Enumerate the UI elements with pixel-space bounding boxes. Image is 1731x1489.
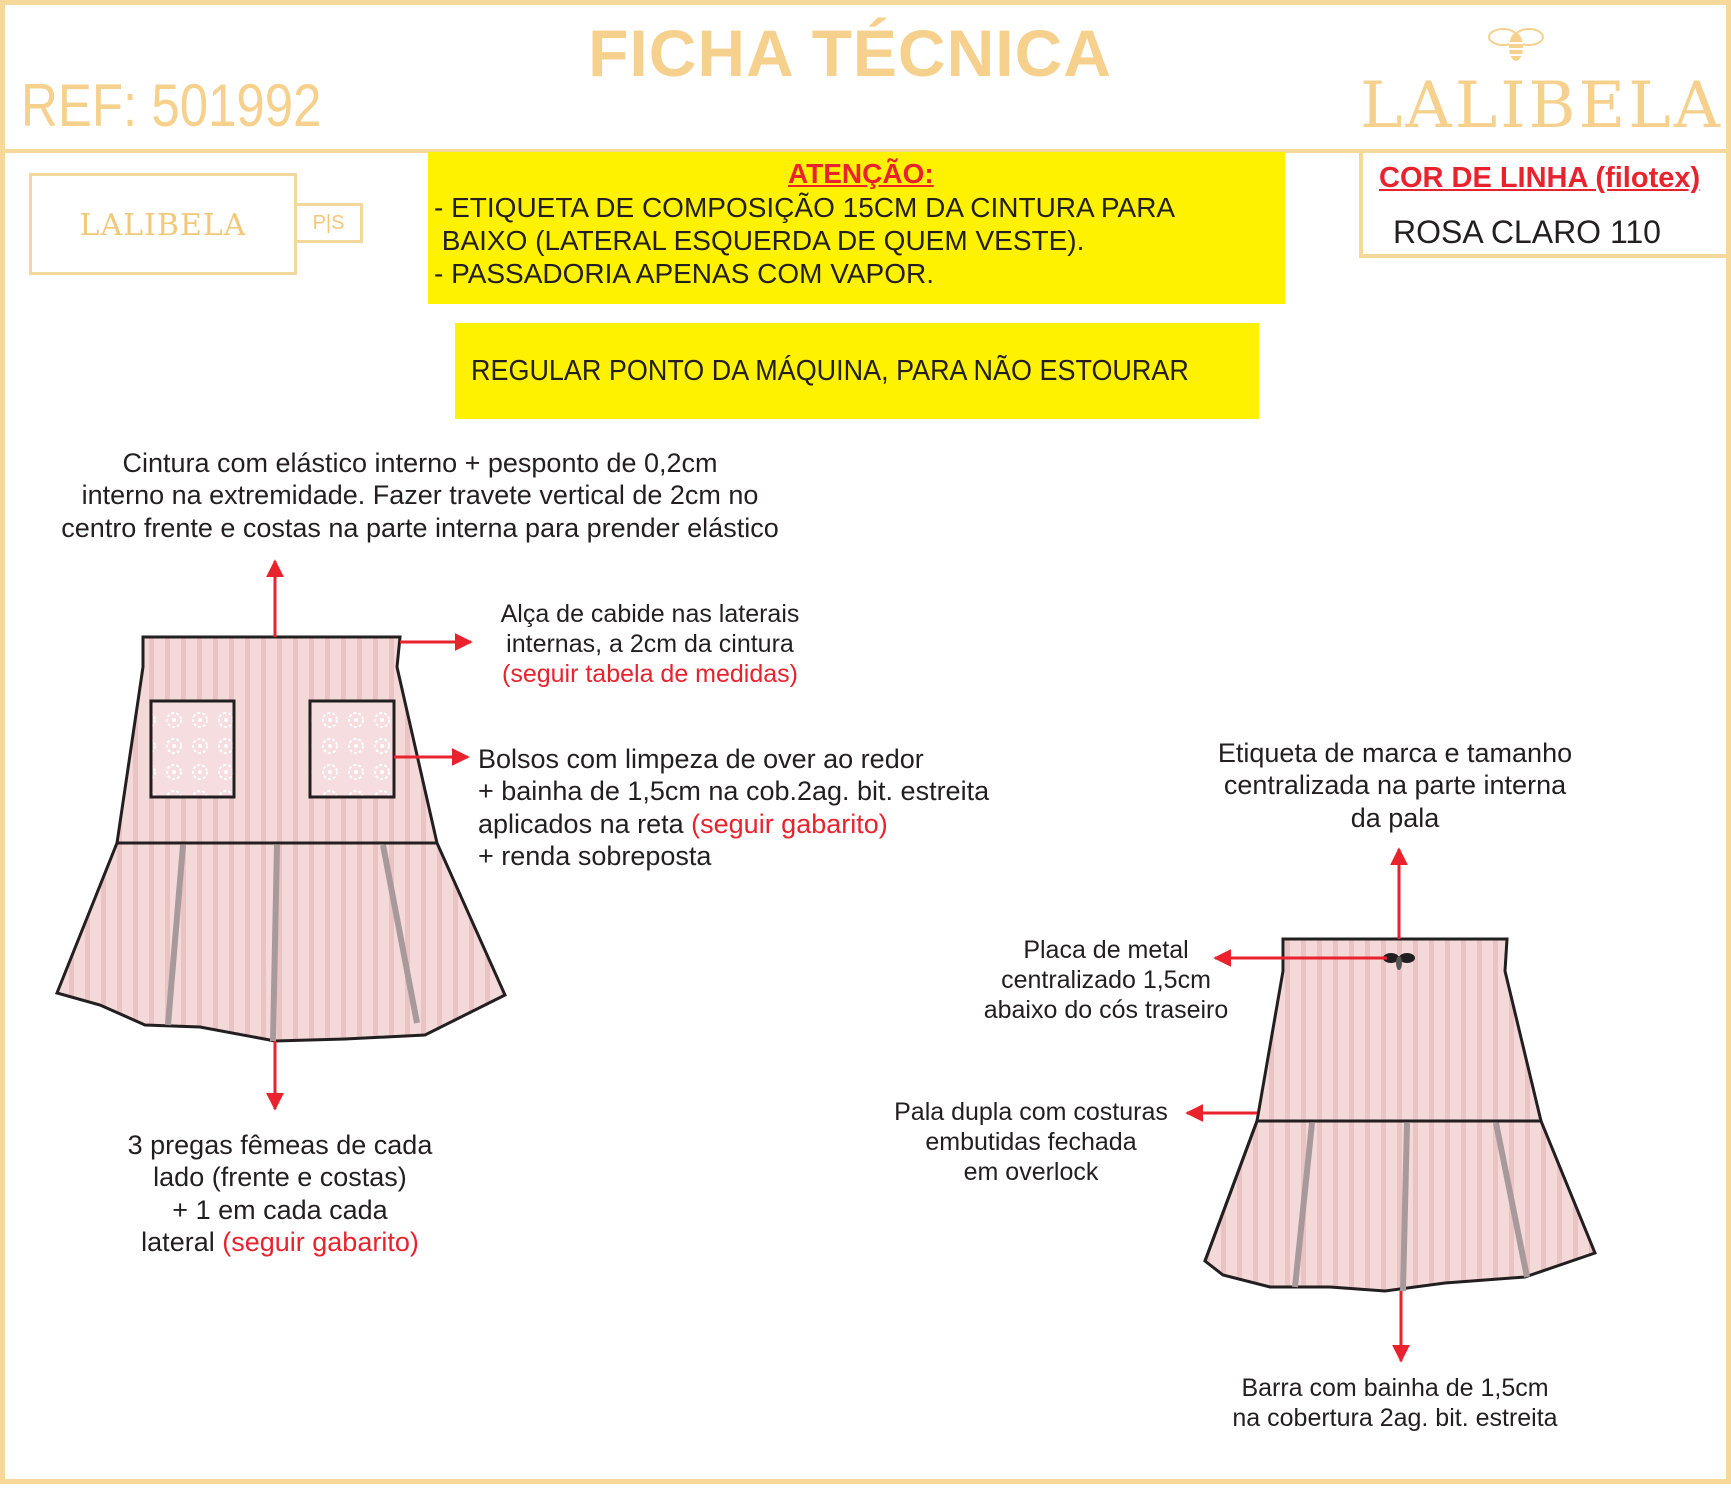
hem-note — [1185, 1373, 1605, 1433]
label-note-line: centralizada na parte interna — [1223, 770, 1567, 801]
thread-color-value: ROSA CLARO 110 — [1393, 214, 1661, 250]
pleats-note-reference: (seguir gabarito) — [222, 1227, 419, 1258]
plate-note-line: Placa de metal — [1023, 936, 1189, 964]
pleats-note-text: lateral — [141, 1227, 215, 1258]
back-skirt-drawing — [1205, 939, 1595, 1291]
pockets-note-line: + bainha de 1,5cm na cob.2ag. bit. estreita — [478, 776, 990, 807]
hanger-loop-note — [475, 599, 825, 689]
attention-line: BAIXO (LATERAL ESQUERDA DE QUEM VESTE). — [434, 225, 1085, 256]
left-pocket — [151, 701, 234, 797]
pleats-note — [95, 1129, 465, 1259]
pleats-note-line — [95, 1226, 465, 1258]
pockets-note-reference: (seguir gabarito) — [691, 808, 888, 839]
size-tag: P|S — [297, 203, 363, 243]
yoke-note-line: Pala dupla com costuras — [894, 1098, 1168, 1126]
label-note-line: Etiqueta de marca e tamanho — [1217, 738, 1573, 768]
hanger-note-reference: (seguir tabela de medidas) — [502, 660, 798, 688]
waist-note-line: interno na extremidade. Fazer travete vertical de 2cm no — [81, 480, 759, 511]
page-title: FICHA TÉCNICA — [588, 16, 1112, 90]
hem-note-line: Barra com bainha de 1,5cm — [1241, 1374, 1549, 1402]
brand-label-note — [1175, 737, 1615, 834]
pockets-note-line: + renda sobreposta — [478, 841, 712, 872]
yoke-note — [871, 1097, 1191, 1187]
label-note-line: da pala — [1350, 802, 1440, 833]
pleats-note-line: + 1 em cada cada — [172, 1194, 388, 1225]
thread-color-title: COR DE LINHA (filotex) — [1379, 162, 1701, 194]
pleats-note-line: lado (frente e costas) — [153, 1162, 407, 1193]
pockets-note-line — [478, 808, 989, 840]
machine-stitch-text: REGULAR PONTO DA MÁQUINA, PARA NÃO ESTOURAR — [471, 355, 1189, 387]
yoke-note-line: em overlock — [963, 1158, 1099, 1186]
waist-note-line: Cintura com elástico interno + pesponto de 0,2cm — [122, 448, 718, 478]
hanger-note-line: Alça de cabide nas laterais — [500, 600, 800, 628]
reference-number: REF: 501992 — [21, 72, 322, 139]
metal-plate-note — [955, 935, 1257, 1025]
right-pocket — [310, 701, 394, 797]
plate-note-line: centralizado 1,5cm — [1001, 966, 1211, 994]
attention-line: - PASSADORIA APENAS COM VAPOR. — [434, 258, 934, 289]
hem-note-line: na cobertura 2ag. bit. estreita — [1232, 1404, 1558, 1432]
pockets-note — [478, 743, 989, 873]
hanger-note-line: internas, a 2cm da cintura — [506, 630, 794, 658]
pockets-note-line: Bolsos com limpeza de over ao redor — [478, 744, 924, 774]
pleats-note-line: 3 pregas fêmeas de cada — [127, 1130, 433, 1160]
waist-note — [25, 447, 815, 544]
pockets-note-text: aplicados na reta — [478, 808, 684, 839]
attention-title: ATENÇÃO: — [788, 158, 934, 189]
front-skirt-drawing — [57, 637, 505, 1041]
attention-line: - ETIQUETA DE COMPOSIÇÃO 15CM DA CINTURA PARA — [434, 192, 1176, 223]
yoke-note-line: embutidas fechada — [925, 1128, 1137, 1156]
brand-logo: LALIBELA — [1360, 69, 1723, 143]
label-brand-text: LALIBELA — [79, 208, 247, 243]
plate-note-line: abaixo do cós traseiro — [983, 996, 1229, 1024]
waist-note-line: centro frente e costas na parte interna para prender elástico — [61, 512, 779, 543]
